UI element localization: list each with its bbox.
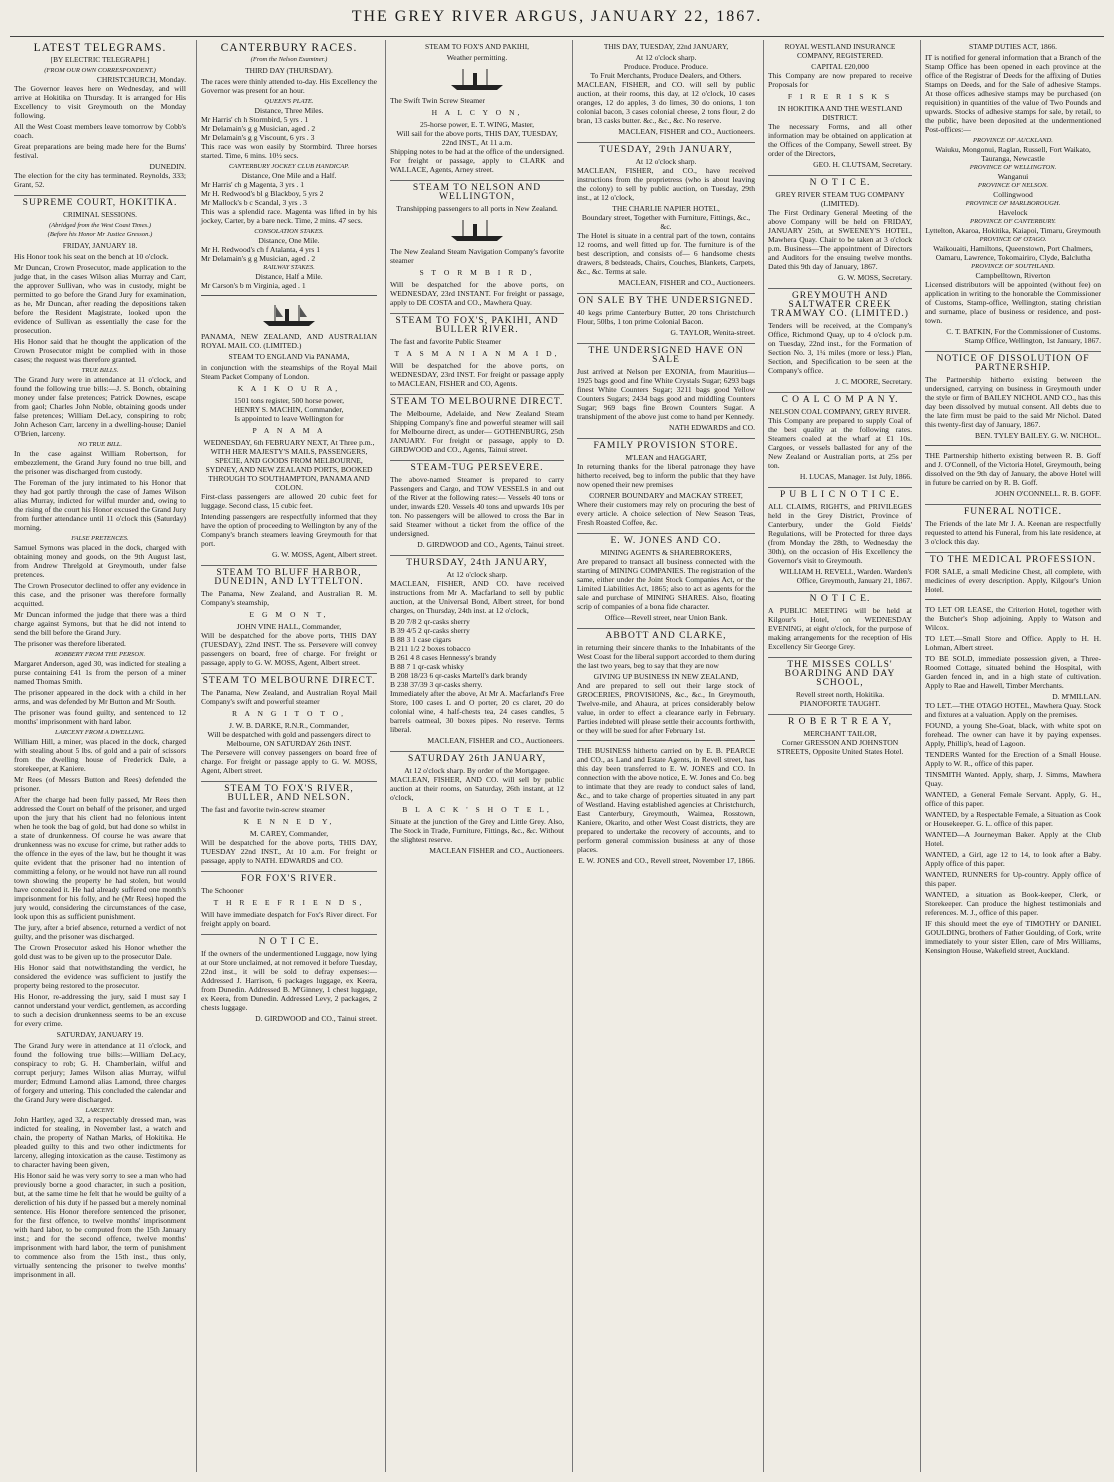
paragraph: Will be despatched for the above ports, THIS DAY (TUESDAY), 22nd INST. The ss. Persevere will convey passengers on board, free of charge. For freight or passage, apply to G. W. MOSS, Agent, Albert street.	[201, 631, 377, 667]
hotel-name: THE CHARLIE NAPIER HOTEL,	[612, 204, 720, 213]
ad-line: Transhipping passengers to all ports in New Zealand.	[396, 204, 558, 213]
post-office-list: Havelock	[998, 208, 1028, 217]
ad-line: GIVING UP BUSINESS IN NEW ZEALAND,	[593, 672, 739, 681]
paragraph: The Friends of the late Mr J. A. Keenan are respectfully requested to attend his Funeral, from his late residence, at 3 o'clock this day.	[925, 519, 1101, 546]
race-result: Mr Delamain's g g Musician, aged . 2	[201, 254, 316, 263]
ad-line: IN HOKITIKA AND THE WESTLAND DISTRICT.	[777, 104, 903, 122]
paragraph: Just arrived at Nelson per EXONIA, from Mauritius— 1925 bags good and fine White Crystals Sugar; 6293 bags finest White Counters Sugar; 3211 bags good Yellow Counters Sugars; 2434 bags good and middling Counters Sugar; 969 bags fine Brown Counters Sugar. A transhipment of the above just come to hand per Kennedy.	[577, 367, 755, 421]
lot-line: B 238 37/39 3 qr-casks sherry.	[390, 680, 483, 689]
ad-heading: STEAM TO NELSON AND WELLINGTON,	[390, 180, 564, 202]
paragraph: The Panama, New Zealand, and Australian Royal Mail Company's swift and powerful steamer	[201, 688, 377, 706]
ad-line: J. W. B. DARKE, R.N.R., Commander,	[229, 721, 349, 730]
paragraph: The Crown Prosecutor asked his Honor whether the gold dust was to be given up to the prosecutor Dale.	[14, 943, 186, 961]
paragraph: THE BUSINESS hitherto carried on by E. B. PEARCE and CO., as Land and Estate Agents, in Revell street, has this day been transferred to E. W. JONES and CO. In connection with the above notice, E. W. Jones and Co. beg to intimate that they are ready to conduct sales of land, &c., and to take charge of properties situated in any part of Westland. Having established agencies at Christchurch, East Canterbury, Greymouth, Waimea, Rosstown, Kaniere, Okarito, and other West Coast districts, they are prepared to undertake the recovery of accounts, and to perform general commission business at any of those places.	[577, 746, 755, 854]
paragraph: The election for the city has terminated. Reynolds, 333; Grant, 52.	[14, 171, 186, 189]
ad-heading: SATURDAY 26th JANUARY,	[390, 751, 564, 764]
paragraph: His Honor said that he thought the application of the Crown Prosecutor might be complied with in those cases; the request was therefore granted.	[14, 337, 186, 364]
ad-signature: MACLEAN, FISHER and CO., Auctioneers.	[618, 278, 755, 287]
paragraph: Are prepared to transact all business connected with the starting of MINING COMPANIES. The registration of the same, either under the Joint Stock Companies Act, or the Limited Liabilities Act, 1865; also to act as agents for the sale and purchase of MINING SHARES. Also, floating scrip of companies of a bona fide character.	[577, 557, 755, 611]
province-heading: PROVINCE OF NELSON.	[977, 182, 1049, 189]
paragraph: His Honor took his seat on the bench at 10 o'clock.	[14, 252, 169, 261]
subheading: TRUE BILLS.	[81, 367, 119, 374]
divider	[201, 295, 377, 296]
paragraph: This race was won easily by Stormbird. Three horses started. Time, 6 mins. 10½ secs.	[201, 142, 377, 160]
race-result: Mr Delamain's g g Viscount, 6 yrs . 3	[201, 133, 315, 142]
ad-line: F I R E R I S K S	[787, 92, 893, 101]
paragraph: All the West Coast members leave tomorrow by Cobb's coach.	[14, 122, 186, 140]
classified-ad: TO LET.—THE OTAGO HOTEL, Mawhera Quay. Stock and fixtures at a valuation. Apply on the premises.	[925, 701, 1101, 719]
paragraph: Margaret Anderson, aged 30, was indicted for stealing a purse containing £41 1s from the person of a miner named Thomas Smith.	[14, 659, 186, 686]
masthead-rule	[10, 36, 1104, 37]
ad-heading: ROYAL WESTLAND INSURANCE COMPANY, REGISTERED.	[784, 42, 896, 60]
subheading: NO TRUE BILL.	[77, 441, 123, 448]
ad-signature: MACLEAN FISHER and CO., Auctioneers.	[429, 846, 564, 855]
ad-signature: WILLIAM H. REVELL, Warden. Warden's Office, Greymouth, January 21, 1867.	[779, 567, 912, 585]
ad-line: MINING AGENTS & SHAREBROKERS,	[600, 548, 732, 557]
ship-name: T A S M A N I A N M A I D,	[394, 349, 560, 358]
paragraph: Samuel Symons was placed in the dock, charged with obtaining money and goods, on the 9th August last, from Andrew Threlgold at Greymouth, under false pretences.	[14, 543, 186, 579]
lot-line: B 20 7/8 2 qr-casks sherry	[390, 617, 470, 626]
paragraph: MACLEAN, FISHER, and CO. will sell by public auction, at their rooms, this day, at 12 o'clock, 10 cases oranges, 12 do apples, 3 do limes, 30 do onions, 1 ton colonial bacon, 3 cases colonial cheese, 2 tons flour, 2 do bran, 13 casks butter. &c., &c., &c. No reserve.	[577, 80, 755, 125]
paragraph: Tenders will be received, at the Company's Office, Richmond Quay, up to 4 o'clock p.m. on Tuesday, 22nd inst., for the Formation of Section No. 3, 1¼ miles (more or less.) Plan, Section, and Specification to be seen at the Company's office.	[768, 321, 912, 375]
classified-ad: IF this should meet the eye of TIMOTHY or DANIEL GOULDING, brothers of Father Goulding, of Cork, write immediately to your sister Ellen, care of Mrs Williams, Kensington House, Wakefield street, Auckland.	[925, 919, 1101, 955]
paragraph: The Hotel is situate in a central part of the town, contains 12 rooms, and well fitted up for. The furniture is of the best description, and consists of— 6 handsome chests drawers, 8 bedsteads, Chairs, Couches, Blankets, Carpets, &c., &c. Terms at sale.	[577, 231, 755, 276]
paragraph: Great preparations are being made here for the Burns' festival.	[14, 142, 186, 160]
race-result: Mr Mallock's b c Scandal, 3 yrs . 3	[201, 198, 307, 207]
ad-signature: JOHN O'CONNELL. R. B. GOFF.	[995, 489, 1101, 498]
ship-name: R A N G I T O T O,	[232, 709, 346, 718]
province-heading: PROVINCE OF OTAGO.	[979, 236, 1047, 243]
ship-name: T H R E E F R I E N D S,	[213, 898, 365, 907]
ad-heading: R O B E R T R E A Y,	[768, 714, 912, 727]
province-heading: PROVINCE OF CANTERBURY.	[970, 218, 1056, 225]
ad-heading: STEAM TO FOX'S RIVER, BULLER, AND NELSON.	[201, 781, 377, 803]
ad-line: HENRY S. MACHIN, Commander,	[234, 405, 344, 414]
ad-heading: THE MISSES COLLS' BOARDING AND DAY SCHOOL,	[768, 657, 912, 688]
ad-heading: NOTICE OF DISSOLUTION OF PARTNERSHIP.	[925, 351, 1101, 373]
race-result: Mr Harris' ch g Magenta, 3 yrs . 1	[201, 180, 305, 189]
race-result: Mr Harris' ch h Stormbird, 5 yrs . 1	[201, 115, 309, 124]
classified-ad: WANTED, RUNNERS for Up-country. Apply office of this paper.	[925, 870, 1101, 888]
ad-line: Corner GRESSON AND JOHNSTON STREETS, Opposite United States Hotel.	[776, 738, 904, 756]
ad-line: Will sail for the above ports, THIS DAY, TUESDAY, 22nd INST., At 11 a.m.	[396, 129, 558, 147]
paragraph: ALL CLAIMS, RIGHTS, and PRIVILEGES held in the Grey District, Province of Canterbury, under the Gold Fields' Regulations, will be Protected for three days (from Monday the 28th, to Wednesday the 30th), on the occasion of His Excellency the Governor's visit to Greymouth.	[768, 502, 912, 565]
dateline: DUNEDIN.	[149, 162, 186, 171]
subheading: SATURDAY, JANUARY 19.	[56, 1030, 144, 1039]
ad-line: 1501 tons register, 500 horse power,	[233, 396, 345, 405]
ad-heading: N O T I C E.	[768, 591, 912, 604]
ad-heading: N O T I C E.	[768, 175, 912, 188]
ad-line: CORNER BOUNDARY and MACKAY STREET,	[589, 491, 743, 500]
ad-heading: FAMILY PROVISION STORE.	[577, 438, 755, 451]
province-heading: PROVINCE OF MARLBOROUGH.	[965, 200, 1061, 207]
ad-line: Revell street north, Hokitika.	[795, 690, 885, 699]
ad-line: Produce. Produce. Produce.	[623, 62, 709, 71]
classified-ad: WANTED, a situation as Book-keeper, Clerk, or Storekeeper. Can produce the highest testimonials and references. M. J., office of this paper.	[925, 890, 1101, 917]
ad-heading: C O A L C O M P A N Y.	[768, 392, 912, 405]
paragraph: MACLEAN, FISHER, and CO., have received instructions from the proprietress (who is about leaving the colony) to sell by public auction, on Tuesday, 29th inst., at 12 o'clock,	[577, 166, 755, 202]
paragraph: His Honor said he was very sorry to see a man who had previously borne a good character, in such a position, but, at the same time he felt that he would be guilty of a dereliction of his duty if he passed but a merely nominal sentence. His Honor therefore sentenced the prisoner, for the first offence, to twelve months' imprisonment with hard labor, to be computed from the 15th January inst.; and for the second offence, twelve months' imprisonment with hard labor, the term of punishment to commence also from the 15th inst., thus only, virtually sentencing the prisoner to twelve months' imprisonment in all.	[14, 1171, 186, 1279]
ad-line: Will be despatched with gold and passengers direct to Melbourne, ON SATURDAY 26th INST.	[207, 730, 371, 748]
paragraph: The prisoner was therefore liberated.	[14, 639, 126, 648]
ad-line: M'LEAN and HAGGART,	[625, 453, 707, 462]
lot-line: B 88 3 1 case cigars	[390, 635, 451, 644]
lot-line: B 39 4/5 2 qr-casks sherry	[390, 626, 470, 635]
lot-line: B 88 7 1 qr-cask whisky	[390, 662, 464, 671]
ad-line: Is appointed to leave Wellington for	[234, 414, 344, 423]
ad-line: At 12 o'clock sharp.	[635, 53, 697, 62]
post-office-list: Waiuku, Mongonui, Raglan, Russell, Fort Waikato, Tauranga, Newcastle	[935, 145, 1091, 163]
paragraph: 40 kegs prime Canterbury Butter, 20 tons Christchurch Flour, 50lbs, 1 ton prime Colonial Bacon.	[577, 308, 755, 326]
paragraph: The Schooner	[201, 886, 244, 895]
ad-line: JOHN VINE HALL, Commander,	[236, 622, 342, 631]
ad-line: M. CAREY, Commander,	[249, 829, 329, 838]
steamship-icon	[447, 65, 507, 93]
paragraph: The Grand Jury were in attendance at 11 o'clock, and found the following true bills:—William DeLacy, conspiracy to rob; G. H. Chamberlain, wilful and corrupt perjury; James Wilson alias Murray, wilful murder; Edmund Lamond alias Lamond, three charges of forgery and uttering. This concluded the calendar and the Grand Jury were discharged.	[14, 1041, 186, 1104]
province-heading: PROVINCE OF AUCKLAND.	[973, 137, 1053, 144]
ad-heading: STEAM-TUG PERSEVERE.	[390, 460, 564, 473]
paragraph: First-class passengers are allowed 20 cubic feet for luggage. Second class, 15 cubic feet.	[201, 492, 377, 510]
ad-heading: STEAM TO FOX'S, PAKIHI, AND BULLER RIVER.	[390, 313, 564, 335]
column-auctions-trade	[572, 40, 759, 1472]
ship-name: H A L C Y O N,	[431, 108, 523, 117]
race-distance: Distance, Three Miles.	[254, 106, 324, 115]
post-office-list: Collingwood	[993, 190, 1033, 199]
race-title: RAILWAY STAKES.	[263, 264, 315, 271]
paragraph: Mr Duncan, Crown Prosecutor, made application to the judge that, in the cases Wilson alias Murray and Carr, the approver Sullivan, who was in custody, might be permitted to go before the Grand Jury for examination, as he, Mr Duncan, after reading the depositions taken before the Resident Magistrate, looked upon the evidence of Sullivan as essentially the case for the prosecution.	[14, 263, 186, 335]
ad-signature: MACLEAN, FISHER and CO., Auctioneers.	[427, 736, 564, 745]
ad-heading: STAMP DUTIES ACT, 1866.	[969, 42, 1057, 51]
ad-heading: N O T I C E.	[201, 934, 377, 947]
ad-line: NELSON COAL COMPANY, GREY RIVER.	[769, 407, 911, 416]
column-stamps-classifieds	[920, 40, 1105, 1472]
destination: P A N A M A	[252, 426, 326, 435]
ad-heading: STEAM TO FOX'S AND PAKIHI,	[424, 42, 530, 51]
ad-line: 25-horse power, E. T. WING, Master,	[419, 120, 535, 129]
ship-name: S T O R M B I R D,	[419, 268, 535, 277]
paragraph: And are prepared to sell out their large stock of GROCERIES, PROVISIONS, &c., &c., In Greymouth, Twelve-mile, and Ahaura, at prices considerably below value, in order to effect a clearance early in February. Parties indebted will please settle their accounts forthwith, or they will be sued for after February 1st.	[577, 681, 755, 735]
race-distance: Distance, Half a Mile.	[255, 272, 323, 281]
ad-line: GREY RIVER STEAM TUG COMPANY (LIMITED).	[775, 190, 905, 208]
paragraph: The fast and favorite Public Steamer	[390, 337, 502, 346]
ad-line: CAPITAL £20,000	[811, 62, 869, 71]
ad-signature: J. C. MOORE, Secretary.	[835, 377, 912, 386]
ad-line: WITH HER MAJESTY'S MAILS, PASSENGERS, SPECIE, AND GOODS FROM MELBOURNE, SYDNEY, AND NEW ZEALAND PORTS, BOOKED THROUGH TO SOUTHAMPTON, PANAMA AND COLON.	[205, 447, 373, 492]
ad-signature: D. M'MILLAN.	[1052, 692, 1101, 701]
post-office-list: Lyttelton, Akaroa, Hokitika, Kaiapoi, Timaru, Greymouth	[925, 226, 1101, 235]
paragraph: The Grand Jury were in attendance at 11 o'clock, and found the following true bills:—J. S. Bonch, obtaining money under false pretences; Patrick Downes, escape from gaol; Charles John Noble, obtaining goods under false pretences; William DeLacy, conspiring to rob; John Acheson Carr, larceny in a dwelling-house; Daniel O'Brien, larceny.	[14, 375, 186, 438]
classified-ad: WANTED, a Girl, age 12 to 14, to look after a Baby. Apply office of this paper.	[925, 850, 1101, 868]
classified-ad: WANTED, a General Female Servant. Apply, G. H., office of this paper.	[925, 790, 1101, 808]
paragraph: The Melbourne, Adelaide, and New Zealand Steam Shipping Company's fine and powerful steamer will sail for Melbourne direct, as under— GOTHENBURG, 25th JANUARY. For freight or passage, apply to D. GIRDWOOD and CO., Agents, Tainui street.	[390, 409, 564, 454]
subheading: LARCENY.	[85, 1107, 115, 1114]
ad-signature: G. W. MOSS, Agent, Albert street.	[271, 550, 377, 559]
race-distance: Distance, One Mile.	[258, 236, 320, 245]
paragraph: The races were thinly attended to-day. His Excellency the Governor was present for an hour.	[201, 77, 377, 95]
ad-heading: FUNERAL NOTICE.	[925, 504, 1101, 517]
classified-ad: TO BE SOLD, immediate possession given, a Three-Roomed Cottage, situated behind the Hospital, with Garden fenced in, and in a high state of cultivation. Apply to Rae and Hawell, Timber Merchants.	[925, 654, 1101, 690]
paragraph: This Company are prepared to supply Coal of the best quality at the following rates. Steamers coaled at the wharf at £1 10s. Cargoes, or vessels ballasted for any of the New Zealand or Australian ports, at 25s per ton.	[768, 416, 912, 470]
paragraph: Will be despatched for the above ports, THIS DAY, TUESDAY 22nd INST., At 10 a.m. For freight or passage, apply to NATH. EDWARDS and CO.	[201, 838, 377, 865]
lot-line: B 208 18/23 6 qr-casks Martell's dark brandy	[390, 671, 528, 680]
race-result: Mr Carson's b m Virginia, aged . 1	[201, 281, 306, 290]
ad-heading: THE UNDERSIGNED HAVE ON SALE	[577, 343, 755, 365]
ad-signature: D. GIRDWOOD and CO., Tainui street.	[255, 1014, 377, 1023]
ad-line: WEDNESDAY, 6th FEBRUARY NEXT, At Three p.m.,	[203, 438, 375, 447]
paragraph: The necessary Forms, and all other information may be obtained on application at the Offices of the Company, Sewell street. By order of the Directors,	[768, 122, 912, 158]
paragraph: This Company are now prepared to receive Proposals for	[768, 71, 912, 89]
post-office-list: Wanganui	[997, 172, 1029, 181]
race-title: QUEEN'S PLATE.	[264, 98, 314, 105]
paragraph: The Governor leaves here on Wednesday, and will arrive at Hokitika on Thursday. It is arranged for His Excellency to visit Greymouth on the Monday following.	[14, 84, 186, 120]
paragraph: The Persevere will convey passengers on board free of charge. For freight or passage apply to G. W. MOSS, Agent, Albert street.	[201, 748, 377, 775]
ad-signature: C. T. BATKIN, For the Commissioner of Customs. Stamp Office, Wellington, 1st January, 1867.	[946, 327, 1101, 345]
ad-heading: P U B L I C N O T I C E.	[768, 487, 912, 500]
paragraph: The Swift Twin Screw Steamer	[390, 96, 486, 105]
paragraph: Will have immediate despatch for Fox's River direct. For freight apply on board.	[201, 910, 377, 928]
steamship-icon	[447, 216, 507, 244]
ad-signature: GEO. H. CLUTSAM, Secretary.	[813, 160, 912, 169]
classified-ad: TINSMITH Wanted. Apply, sharp, J. Simms, Mawhera Quay.	[925, 770, 1101, 788]
subheading: ROBBERY FROM THE PERSON.	[54, 651, 146, 658]
source-note: (From the Nelson Examiner.)	[250, 56, 328, 63]
ad-heading: E. W. JONES AND CO.	[577, 533, 755, 546]
paragraph: Situate at the junction of the Grey and Little Grey. Also, The Stock in Trade, Furniture, Fittings, &c., &c. Without the slightest reserve.	[390, 817, 564, 844]
subheading: FRIDAY, JANUARY 18.	[62, 241, 138, 250]
ad-heading: TUESDAY, 29th JANUARY,	[577, 142, 755, 155]
ad-header: PANAMA, NEW ZEALAND, AND AUSTRALIAN ROYAL MAIL CO. (LIMITED.)	[201, 332, 377, 350]
ad-heading: GREYMOUTH AND SALTWATER CREEK TRAMWAY CO. (LIMITED.)	[768, 288, 912, 319]
ad-signature: D. GIRDWOOD and CO., Agents, Tainui street.	[417, 540, 564, 549]
ad-heading: ON SALE BY THE UNDERSIGNED.	[577, 293, 755, 306]
ad-line: Boundary street, Together with Furniture, Fittings, &c., &c.	[581, 213, 751, 231]
paragraph: In returning thanks for the liberal patronage they have hitherto received, beg to inform the public that they have now opened their new premises	[577, 462, 755, 489]
ad-heading: STEAM TO MELBOURNE DIRECT.	[390, 394, 564, 407]
race-distance: Distance, One Mile and a Half.	[241, 171, 337, 180]
paragraph: THE Partnership hitherto existing between R. B. Goff and J. O'Connell, of the Victoria Hotel, Greymouth, being dissolved on the 9th day of January, the above Hotel will in future be carried on by R. B. Goff.	[925, 451, 1101, 487]
paragraph: Will be despatched for the above ports, on WEDNESDAY, 23rd INST. For freight or passage apply to MACLEAN, FISHER and CO, Agents.	[390, 361, 564, 388]
column-races-shipping	[196, 40, 381, 1472]
column-telegrams	[10, 40, 190, 1472]
paragraph: FOR SALE, a small Medicine Chest, all complete, with medicines of every description. Apply, Kilgour's Union Hotel.	[925, 567, 1101, 594]
ad-heading: STEAM TO BLUFF HARBOR, DUNEDIN, AND LYTTELTON.	[201, 565, 377, 587]
paragraph: Intending passengers are respectfully informed that they have the option of proceeding to Wellington by any of the Company's branch steamers leaving Greymouth for that port.	[201, 512, 377, 548]
ad-heading: STEAM TO ENGLAND Via PANAMA,	[228, 352, 350, 361]
column-gardens-college	[763, 40, 764, 1472]
ad-line: At 12 o'clock sharp. By order of the Mortgagee.	[404, 766, 550, 775]
ad-line: At 12 o'clock sharp.	[446, 570, 508, 579]
ad-signature: BEN. TYLEY BAILEY. G. W. NICHOL.	[975, 431, 1101, 440]
ad-line: PIANOFORTE TAUGHT.	[799, 699, 881, 708]
section-title: SUPREME COURT, HOKITIKA.	[14, 195, 186, 208]
paragraph: His Honor, re-addressing the jury, said I must say I cannot understand your verdict, gentlemen, as according to such a decision drunkenness seems to be an excuse for every crime.	[14, 992, 186, 1028]
paragraph: The above-named Steamer is prepared to carry Passengers and Cargo, and TOW VESSELS in and out of the River at the following rates:— Vessels 40 tons or under, inwards £20. Vessels 40 tons and upwards 10s per ton. No passengers will be allowed to cross the Bar in said Steamer without a ticket from the office of the undersigned.	[390, 475, 564, 538]
paragraph: Immediately after the above, At Mr A. Macfarland's Free Store, 100 cases L and O porter, 20 cs claret, 20 do colonial wine, 4 half-chests tea, 24 cases candles, 5 barrels oatmeal, 30 boxes pipes. No reserve. Terms liberal.	[390, 689, 564, 734]
divider	[925, 599, 1101, 600]
source-note: (Abridged from the West Coast Times.)	[48, 222, 152, 229]
ad-line: At 12 o'clock sharp.	[635, 157, 697, 166]
paragraph: IT is notified for general information that a Branch of the Stamp Office has been opened in each province at the office of the Registrar of Deeds for the affixing of Duties Stamps on Deeds, and for the Sale of adhesive Stamps. At those offices adhesive stamps may be purchased (on requisition) in quantities of the value of Two Pounds and upwards. Stocks of adhesive stamps for sale, by retail, to the public, have been deposited at the undermentioned Post-offices:—	[925, 53, 1101, 134]
paragraph: A PUBLIC MEETING will be held at Kilgour's Hotel, on WEDNESDAY EVENING, at eight o'clock, for the purpose of making arrangements for the reception of His Excellency Sir George Grey.	[768, 606, 912, 651]
ad-heading: FOR FOX'S RIVER.	[201, 871, 377, 884]
hotel-name: B L A C K ' S H O T E L,	[402, 805, 552, 814]
paragraph: If the owners of the undermentioned Luggage, now lying at our Store unclaimed, at not removed it before Tuesday, 22nd inst., it will be sold to defray expenses:— Addressed J. Harrison, 6 packages luggage, ex Keera, from Dunedin. Addressed B. M'Ginney, 1 chest luggage, ex Keera, from Dunedin. Addressed Levy, 2 packages, 2 chests luggage.	[201, 949, 377, 1012]
ship-name: K E N N E D Y,	[243, 817, 335, 826]
paragraph: Licensed distributors will be appointed (without fee) on application in writing to the honorable the Commissioner of Customs, Stamp-office, Wellington, stating christian and surname, place of business or residence, and post-town.	[925, 280, 1101, 325]
province-heading: PROVINCE OF SOUTHLAND.	[971, 263, 1055, 270]
divider	[577, 740, 755, 741]
ad-signature: NATH EDWARDS and CO.	[668, 423, 755, 432]
column-steamers-auctions	[385, 40, 568, 1472]
classified-ad: TO LET OR LEASE, the Criterion Hotel, together with the Butcher's Shop adjoining. Apply to Watson and Wilcox.	[925, 605, 1101, 632]
paragraph: The Panama, New Zealand, and Australian R. M. Company's steamship,	[201, 589, 377, 607]
race-result: Mr H. Redwood's bl g Blackboy, 5 yrs 2	[201, 189, 324, 198]
paragraph: Will be despatched for the above ports, on WEDNESDAY, 23rd INSTANT. For freight or passage, apply to DE COSTA and CO., Mawhera Quay.	[390, 280, 564, 307]
post-office-list: Campbelltown, Riverton	[975, 271, 1051, 280]
ad-line: MERCHANT TAILOR,	[803, 729, 877, 738]
post-office-list: Waikouaiti, Hamiltons, Queenstown, Port Chalmers, Oamaru, Lawrence, Tokomairiro, Clyde, Balclutha	[933, 244, 1093, 262]
masthead: THE GREY RIVER ARGUS, JANUARY 22, 1867.	[351, 8, 763, 25]
paragraph: After the charge had been fully passed, Mr Rees then addressed the Court on behalf of the prisoner, and urged upon the jury that his client had no felonious intent when he took the bag of gold, but had done so whilst in a state of drunkenness. Of course he was aware that drunkenness was no excuse for crime, but rather adds to the offence in the eyes of the law, but he thought it was quite evident that the prisoner had no intention of committing a felony, or he would not have run all round town showing the property he had stolen, but would have concealed it. He had already suffered one month's imprisonment for his folly, and he (Mr Rees) hoped the jury would, considering the circumstances of the case, look upon this as sufficient punishment.	[14, 795, 186, 921]
subheading: CRIMINAL SESSIONS.	[62, 210, 138, 219]
paragraph: in conjunction with the steamships of the Royal Mail Steam Packet Company of London.	[201, 363, 377, 381]
race-title: CONSOLATION STAKES.	[254, 228, 324, 235]
paragraph: Shipping notes to be had at the office of the undersigned. For freight or passage, apply to CLARK and WALLACE, Agents, Arney street.	[390, 147, 564, 174]
lot-line: B 211 1/2 2 boxes tobacco	[390, 644, 471, 653]
classified-ad: TO LET.—Small Store and Office. Apply to H. H. Lohman, Albert street.	[925, 634, 1101, 652]
byline: [BY ELECTRIC TELEGRAPH.]	[50, 55, 150, 64]
paragraph: His Honor said that notwithstanding the verdict, he considered the evidence was sufficient to justify the property being restored to the prosecutor.	[14, 963, 186, 990]
ad-heading: TO THE MEDICAL PROFESSION.	[925, 552, 1101, 565]
paragraph: Mr Duncan informed the judge that there was a third charge against Symons, but that he did not intend to send the bill before the Grand Jury.	[14, 610, 186, 637]
paragraph: MACLEAN, FISHER, AND CO. will sell by public auction at their rooms, on Saturday, 26th instant, at 12 o'clock,	[390, 775, 564, 802]
paragraph: The Partnership hitherto existing between the undersigned, carrying on business in Greymouth under the style or firm of BAILEY NICHOL AND CO., has this day been dissolved by mutual consent. All debts due to the late firm must be paid to the said Mr Nichol. Dated this twenty-first day of January, 1867.	[925, 375, 1101, 429]
subheading: FALSE PRETENCES.	[71, 535, 129, 542]
paragraph: in returning their sincere thanks to the Inhabitants of the West Coast for the liberal support accorded to them during the last two years, beg to say that they are now	[577, 643, 756, 670]
ad-signature: MACLEAN, FISHER and CO., Auctioneers.	[618, 127, 755, 136]
ad-line: Weather permitting.	[446, 53, 508, 62]
lot-line: B 261 4 8 cases Hennessy's brandy	[390, 653, 497, 662]
steamship-icon	[259, 301, 319, 329]
paragraph: In the case against William Robertson, for embezzlement, the Grand Jury found no true bill, and the prisoner was discharged from custody.	[14, 449, 186, 476]
paragraph: The prisoner appeared in the dock with a child in her arms, and was defended by Mr Button and Mr South.	[14, 688, 186, 706]
paragraph: The fast and favorite twin-screw steamer	[201, 805, 326, 814]
paragraph: The prisoner was found guilty, and sentenced to 12 months' imprisonment with hard labor.	[14, 708, 186, 726]
race-title: CANTERBURY JOCKEY CLUB HANDICAP.	[228, 163, 350, 170]
paragraph: This was a splendid race. Magenta was lifted in by his jockey, Carter, by a bare neck. Time, 2 mins. 47 secs.	[201, 207, 377, 225]
ad-signature: E. W. JONES and CO., Revell street, November 17, 1866.	[578, 856, 755, 865]
ad-signature: G. TAYLOR, Wenita-street.	[670, 328, 755, 337]
subheading: THIRD DAY (THURSDAY).	[245, 66, 333, 75]
subheading: LARCENY FROM A DWELLING.	[55, 729, 145, 736]
race-result: Mr H. Redwood's ch f Atalanta, 4 yrs 1	[201, 245, 321, 254]
paragraph: The Crown Prosecutor declined to offer any evidence in this case, and the prisoner was therefore formally acquitted.	[14, 581, 186, 608]
ad-line: To Fruit Merchants, Produce Dealers, and Others.	[590, 71, 742, 80]
ad-heading: THIS DAY, TUESDAY, 22nd JANUARY,	[603, 42, 729, 51]
race-result: Mr Delamain's g g Musician, aged . 2	[201, 124, 316, 133]
classified-ad: WANTED—A Journeyman Baker. Apply at the Club Hotel.	[925, 830, 1101, 848]
paragraph: MACLEAN, FISHER, AND CO. have received instructions from Mr A. Macfarland to sell by public auction, at the Universal Bond, Albert street, for bond charges, on Thursday, 24th inst. at 12 o'clock,	[390, 579, 564, 615]
classified-ad: TENDERS Wanted for the Erection of a Small House. Apply to W. R., office of this paper.	[925, 750, 1101, 768]
correspondent-line: (FROM OUR OWN CORRESPONDENT.)	[44, 67, 156, 74]
column-notices	[763, 40, 916, 1472]
province-heading: PROVINCE OF WELLINGTON.	[969, 164, 1057, 171]
ship-name: E G M O N T,	[249, 610, 329, 619]
paragraph: The Foreman of the jury intimated to his Honor that they had got partly through the case of James Wilson alias Murray, indicted for wilful murder and, owing to the rising of the court his Honor excused the Grand Jury from further attendance until 11 o'clock this (Saturday) morning.	[14, 478, 186, 532]
section-title: LATEST TELEGRAMS.	[33, 42, 167, 54]
classified-ad: WANTED, by a Respectable Female, a Situation as Cook or Housekeeper. G. L. office of this paper.	[925, 810, 1101, 828]
ad-heading: STEAM TO MELBOURNE DIRECT.	[201, 673, 377, 686]
paragraph: The First Ordinary General Meeting of the above Company will be held on FRIDAY, JANUARY 25th, at SWEENEY'S HOTEL, Mawhera Quay. Chair to be taken at 3 o'clock p.m. Business—The appointment of Directors and Auditors for the ensuing twelve months. Dated this 9th day of January, 1867.	[768, 208, 912, 271]
source-note: (Before his Honor Mr Justice Gresson.)	[47, 231, 153, 238]
ad-signature: G. W. MOSS, Secretary.	[838, 273, 912, 282]
paragraph: The New Zealand Steam Navigation Company's favorite steamer	[390, 247, 564, 265]
ad-signature: H. LUCAS, Manager. 1st July, 1866.	[799, 472, 912, 481]
ad-heading: THURSDAY, 24th JANUARY,	[390, 555, 564, 568]
paragraph: Where their customers may rely on procuring the best of every article. A choice selection of New Season Teas, Fresh Roasted Coffee, &c.	[577, 500, 755, 527]
classified-ad: FOUND, a young She-Goat, black, with white spot on forehead. The owner can have it by paying expenses. Apply, Phillip's, head of Lagoon.	[925, 721, 1101, 748]
paragraph: The jury, after a brief absence, returned a verdict of not guilty, and the prisoner was discharged.	[14, 923, 186, 941]
ad-heading: ABBOTT AND CLARKE,	[577, 628, 755, 641]
paragraph: William Hill, a miner, was placed in the dock, charged with stealing about 5 lbs. of gold and a pair of scissors from the dwelling house of Frederick Dale, a storekeeper, at Kaniere.	[14, 737, 186, 773]
ad-line: Office—Revell street, near Union Bank.	[604, 613, 728, 622]
section-title: CANTERBURY RACES.	[220, 42, 358, 54]
divider	[925, 445, 1101, 446]
paragraph: Mr Rees (of Messrs Button and Rees) defended the prisoner.	[14, 775, 186, 793]
dateline: CHRISTCHURCH, Monday.	[96, 75, 186, 84]
paragraph: John Hartley, aged 32, a respectably dressed man, was indicted for stealing, in November last, a watch and chain, the property of Nathan Marks, of Hokitika. He pleaded guilty to this and two other indictments for larceny, alleging intoxication as the cause. Testimony as to character having been given,	[14, 1115, 186, 1169]
ship-name: K A I K O U R A,	[237, 384, 341, 393]
